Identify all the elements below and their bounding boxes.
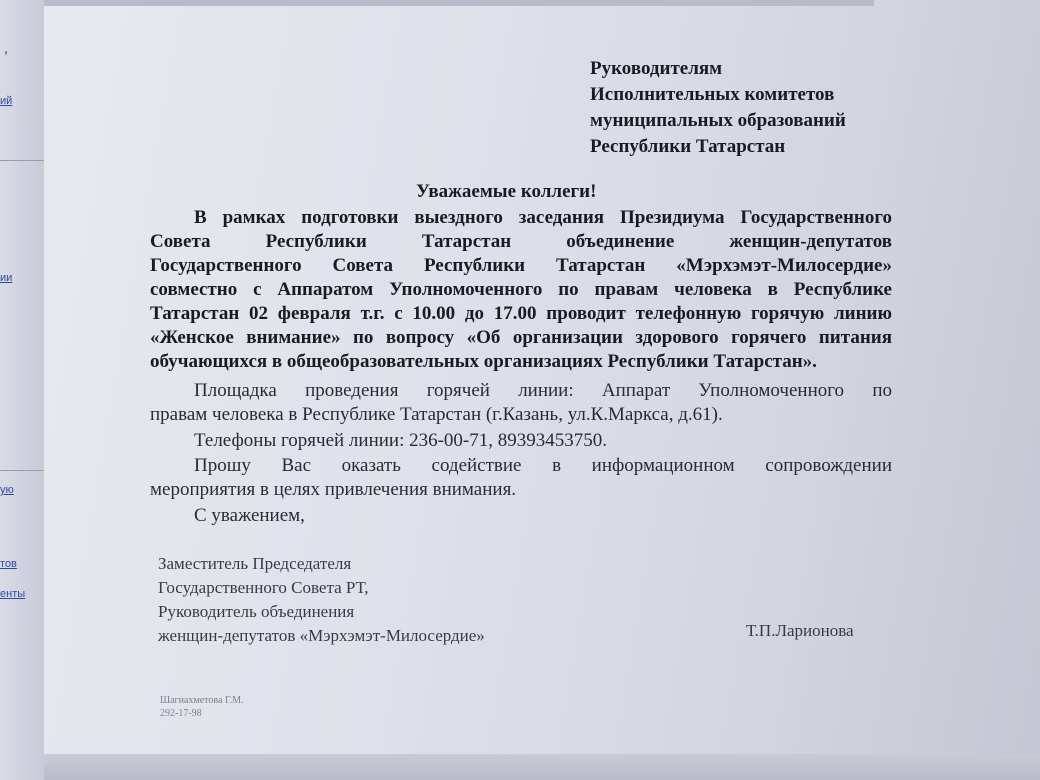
- paragraph-line: Государственного Совета Республики Татарстан «Мэрхэмэт-Милосердие»: [150, 255, 892, 276]
- paragraph-line: мероприятия в целях привлечения внимания.: [150, 479, 517, 500]
- paragraph-line: обучающихся в общеобразовательных организациях Республики Татарстан».: [150, 351, 817, 372]
- bottom-bar: [44, 754, 1040, 780]
- signer-line: Руководитель объединения: [158, 602, 355, 621]
- closing: [150, 504, 892, 528]
- paragraph-line: Площадка проведения горячей линии: Аппарат Уполномоченного по: [194, 380, 892, 401]
- paragraph-line: Прошу Вас оказать содействие в информационном сопровождении: [194, 455, 892, 476]
- paragraph-2: [150, 379, 892, 427]
- left-link-4[interactable]: тов: [0, 558, 17, 570]
- paragraph-1: [150, 206, 892, 374]
- paragraph-4: [150, 454, 892, 502]
- closing-line: С уважением,: [194, 505, 305, 526]
- addressee-line: Республики Татарстан: [590, 136, 786, 157]
- paragraph-3: [150, 429, 892, 453]
- greeting: Уважаемые коллеги!: [416, 181, 597, 202]
- executor-phone: 292-17-98: [160, 708, 202, 719]
- paragraph-line: правам человека в Республике Татарстан (г.Казань, ул.К.Маркса, д.61).: [150, 404, 723, 425]
- paragraph-line: В рамках подготовки выездного заседания Президиума Государственного: [194, 207, 892, 228]
- signer-line: женщин-депутатов «Мэрхэмэт-Милосердие»: [158, 626, 485, 645]
- paragraph-line: Совета Республики Татарстан объединение женщин-депутатов: [150, 231, 892, 252]
- left-link-3[interactable]: ую: [0, 484, 14, 496]
- left-panel: [0, 0, 46, 780]
- left-divider: [0, 160, 44, 161]
- addressee-line: муниципальных образований: [590, 110, 846, 131]
- addressee-line: Исполнительных комитетов: [590, 84, 835, 105]
- addressee-block: [590, 56, 846, 160]
- signer-line: Государственного Совета РТ,: [158, 578, 369, 597]
- addressee-line: Руководителям: [590, 58, 723, 79]
- left-panel-mark: ,: [4, 40, 8, 56]
- paragraph-line: Телефоны горячей линии: 236-00-71, 89393453750.: [194, 430, 608, 451]
- document-page: [44, 0, 1040, 780]
- left-divider: [0, 470, 44, 471]
- executor-name: Шагиахметова Г.М.: [160, 695, 244, 706]
- signer-name: Т.П.Ларионова: [746, 621, 854, 640]
- left-link-1[interactable]: ий: [0, 95, 13, 107]
- left-link-5[interactable]: енты: [0, 588, 26, 600]
- left-link-2[interactable]: ии: [0, 272, 13, 284]
- executor-block: [160, 694, 244, 720]
- paragraph-line: совместно с Аппаратом Уполномоченного по правам человека в Республике: [150, 279, 892, 300]
- signer-line: Заместитель Председателя: [158, 554, 352, 573]
- paragraph-line: Татарстан 02 февраля т.г. с 10.00 до 17.00 проводит телефонную горячую линию: [150, 303, 892, 324]
- top-border: [44, 0, 874, 6]
- paragraph-line: «Женское внимание» по вопросу «Об организации здорового горячего питания: [150, 327, 892, 348]
- signer-block: [158, 552, 485, 648]
